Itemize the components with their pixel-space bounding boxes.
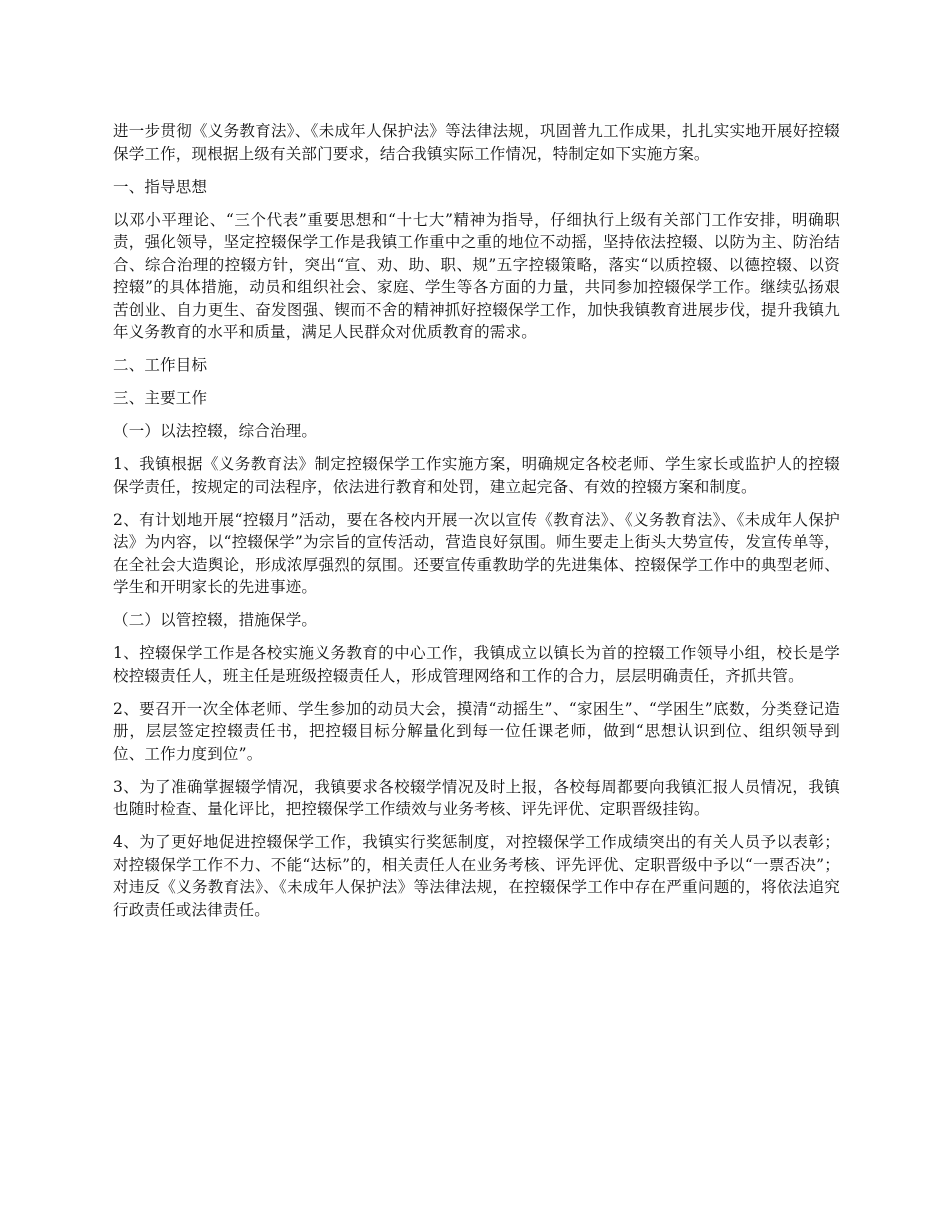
intro-paragraph: 进一步贯彻《义务教育法》、《未成年人保护法》等法律法规，巩固普九工作成果，扎扎实实地开展好控辍保学工作，现根据上级有关部门要求，结合我镇实际工作情况，特制定如下实施方案。 xyxy=(113,122,840,163)
list-item-law-2: 2、有计划地开展“控辍月”活动，要在各校内开展一次以宣传《教育法》、《义务教育法》、《未成年人保护法》为内容，以“控辍保学”为宗旨的宣传活动，营造良好氛围。师生要走上街头大势宣传，发宣传单等，在全社会大造舆论，形成浓厚强烈的氛围。还要宣传重教助学的先进集体、控辍保学工作中的典型老师、学生和开明家长的先进事迹。 xyxy=(113,510,840,596)
list-item-management-1: 1、控辍保学工作是各校实施义务教育的中心工作，我镇成立以镇长为首的控辍工作领导小组，校长是学校控辍责任人，班主任是班级控辍责任人，形成管理网络和工作的合力，层层明确责任，齐抓共管。 xyxy=(113,644,840,685)
section-heading-guiding-thought: 一、指导思想 xyxy=(113,177,208,196)
list-item-law-1: 1、我镇根据《义务教育法》制定控辍保学工作实施方案，明确规定各校老师、学生家长或监护人的控辍保学责任，按规定的司法程序，依法进行教育和处罚，建立起完备、有效的控辍方案和制度。 xyxy=(113,455,840,496)
list-item-management-3: 3、为了准确掌握辍学情况，我镇要求各校辍学情况及时上报，各校每周都要向我镇汇报人员情况，我镇也随时检查、量化评比，把控辍保学工作绩效与业务考核、评先评优、定职晋级挂钩。 xyxy=(113,777,840,818)
guiding-thought-paragraph: 以邓小平理论、“三个代表”重要思想和“十七大”精神为指导，仔细执行上级有关部门工作安排，明确职责，强化领导，坚定控辍保学工作是我镇工作重中之重的地位不动摇，坚持依法控辍、以防为主、防治结合、综合治理的控辍方针，突出“宣、劝、助、职、规”五字控辍策略，落实“以质控辍、以德控辍、以资控辍”的具体措施，动员和组织社会、家庭、学生等各方面的力量，共同参加控辍保学工作。继续弘扬艰苦创业、自力更生、奋发图强、锲而不舍的精神抓好控辍保学工作，加快我镇教育进展步伐，提升我镇九年义务教育的水平和质量，满足人民群众对优质教育的需求。 xyxy=(113,210,840,341)
list-item-management-2: 2、要召开一次全体老师、学生参加的动员大会，摸清“动摇生”、“家困生”、“学困生”底数，分类登记造册，层层签定控辍责任书，把控辍目标分解量化到每一位任课老师，做到“思想认识到位、组织领导到位、工作力度到位”。 xyxy=(113,699,840,763)
subsection-heading-law: （一）以法控辍，综合治理。 xyxy=(113,422,318,440)
section-heading-main-work: 三、主要工作 xyxy=(113,389,208,407)
document-body xyxy=(113,120,840,932)
list-item-management-4: 4、为了更好地促进控辍保学工作，我镇实行奖惩制度，对控辍保学工作成绩突出的有关人员予以表彰；对控辍保学工作不力、不能“达标”的，相关责任人在业务考核、评先评优、定职晋级中予以“一票否决”；对违反《义务教育法》、《未成年人保护法》等法律法规，在控辍保学工作中存在严重问题的，将依法追究行政责任或法律责任。 xyxy=(113,833,840,919)
section-heading-work-goals: 二、工作目标 xyxy=(113,356,208,374)
subsection-heading-management: （二）以管控辍，措施保学。 xyxy=(113,611,318,629)
